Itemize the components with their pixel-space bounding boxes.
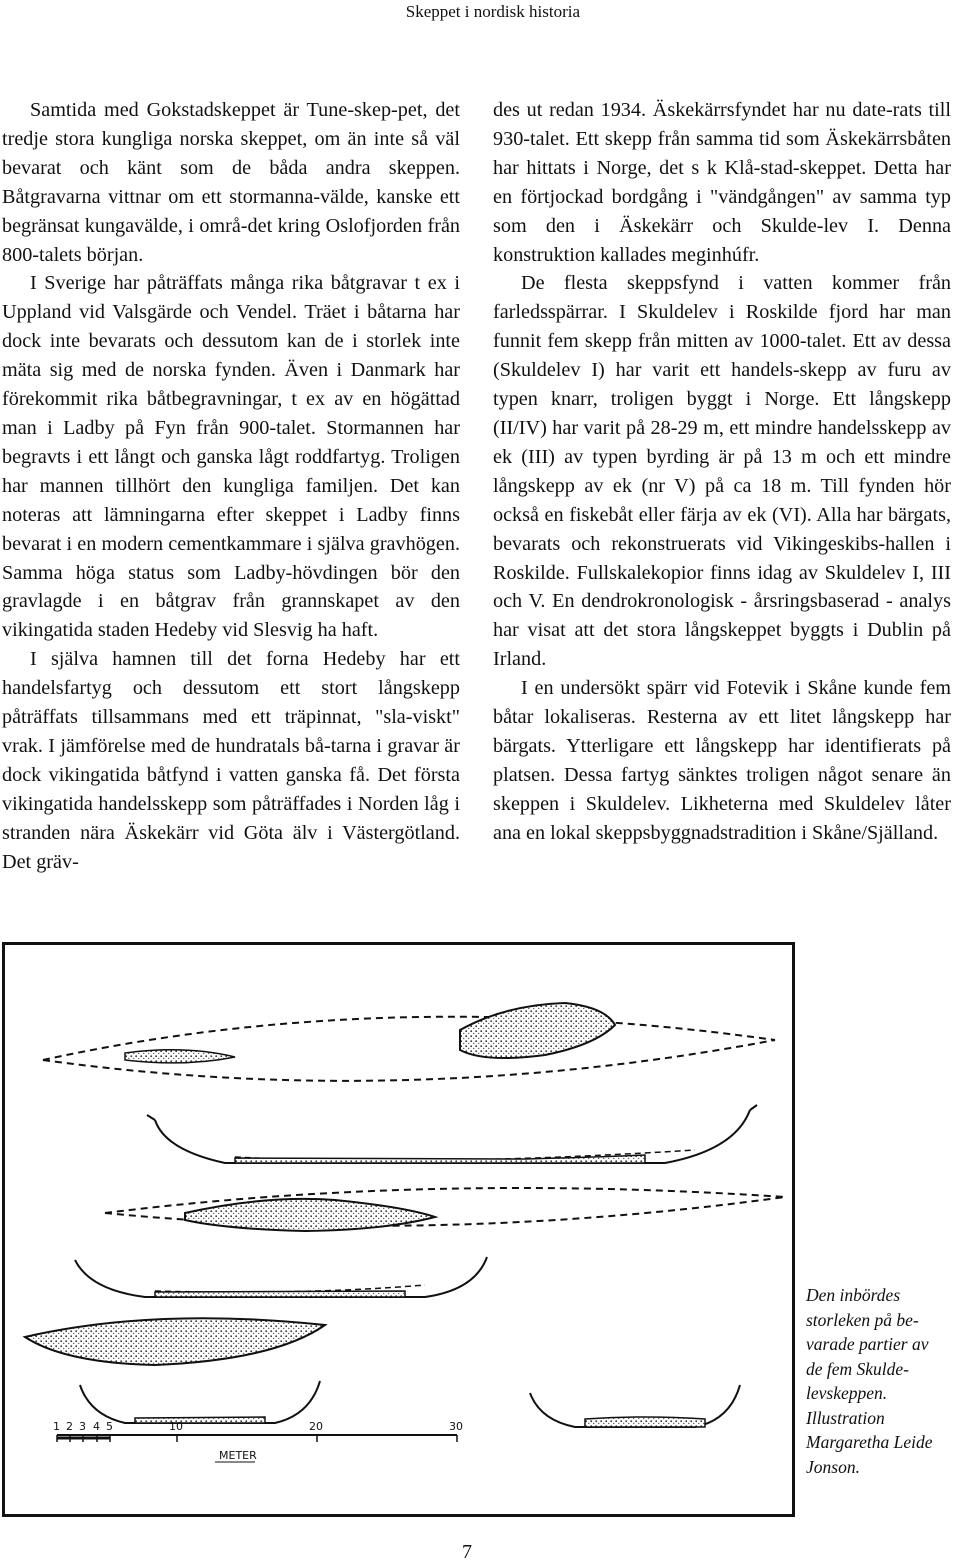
caption-line: de fem Skulde- [806, 1358, 910, 1379]
ship-outline-7 [530, 1385, 740, 1427]
paragraph: I Sverige har påträffats många rika båtgravar t ex i Uppland vid Valsgärde och Vendel. Träet i båtarna har dock inte bevarats och dessutom kan de i storlek inte mäta sig med de norska fynden. Även i Danmark har förekommit rika båtbegravningar, t ex av en högättad man i Ladby på Fyn från 900-talet. Stormannen har begravts i ett långt och ganska lågt roddfartyg. Troligen har mannen tillhört den kungliga familjen. Det kan noteras att lämningarna efter skeppet i Ladby finns bevarat i en modern cementkammare i själva gravhögen. Samma höga status som Ladby-hövdingen bör den gravlagde i en båtgrav från grannskapet av den vikingatida staden Hedeby vid Slesvig ha haft. [2, 272, 460, 642]
caption-line: levskeppen. [806, 1383, 888, 1403]
right-text-column [493, 96, 951, 848]
paragraph: Samtida med Gokstadskeppet är Tune-skep-pet, det tredje stora kungliga norska skeppet, om än inte så väl bevarat och känt som de båda andra skeppen. Båtgravarna vittnar om ett stormanna-välde, kanske ett begränsat kungavälde, i områ-det kring Oslofjorden från 800-talets början. [2, 99, 460, 266]
paragraph: De flesta skeppsfynd i vatten kommer från farledsspärrar. I Skuldelev i Roskilde fjord har man funnit fem skepp från mitten av 1000-talet. Ett av dessa (Skuldelev I) har varit ett handels-skepp av furu av typen knarr, troligen byggt i Norge. Ett långskepp (II/IV) har varit på 28-29 m, ett mindre handelsskepp av ek (III) av typen byrding är på 13 m och ett mindre långskepp av ek (nr V) på ca 18 m. Till fynden hör också en fiskebåt eller färja av ek (VI). Alla har bärgats, bevarats och rekonstruerats vid Vikingeskibs-hallen i Roskilde. Fullskalekopior finns idag av Skuldelev I, III och V. En dendrokronologisk - årsringsbaserad - analys har visat att det stora långskeppet byggts i Dublin på Irland. [493, 272, 951, 671]
scale-tick-label: 10 [169, 1420, 183, 1433]
caption-line: storleken på be- [806, 1309, 919, 1330]
page-number: 7 [462, 1541, 472, 1563]
scale-tick-label: 5 [106, 1420, 113, 1433]
scale-tick-label: 4 [93, 1420, 100, 1433]
scale-tick-label: 3 [79, 1420, 86, 1433]
ship-illustration [5, 945, 792, 1514]
scale-tick-label: 30 [449, 1420, 463, 1433]
scale-tick-label: 1 [53, 1420, 60, 1433]
scale-bar [53, 1420, 463, 1462]
paragraph: des ut redan 1934. Äskekärrsfyndet har nu date-rats till 930-talet. Ett skepp från samma tid som Äskekärrsbåten har hittats i Norge, det s k Klå-stad-skeppet. Detta har en förtjockad bordgång i "vändgången" av samma typ som den i Äskekärr och Skulde-lev I. Denna konstruktion kallades meginhúfr. [493, 99, 951, 266]
left-text-column [2, 96, 460, 876]
ship-outline-1 [43, 1003, 775, 1081]
ship-outline-2 [147, 1105, 757, 1163]
caption-line: Jonson. [806, 1456, 860, 1477]
caption-line: varade partier av [806, 1334, 929, 1354]
paragraph: I själva hamnen till det forna Hedeby har ett handelsfartyg och dessutom ett stort långskepp påträffats tillsammans med ett träpinnat, "sla-viskt" vrak. I jämförelse med de hundratals bå-tarna i gravar är dock vikingatida båtfynd i vatten ganska få. Det första vikingatida handelsskepp som påträffades i Norden låg i stranden nära Äskekärr vid Göta älv i Västergötland. Det gräv- [2, 648, 460, 873]
ship-illustration-figure [2, 942, 795, 1517]
paragraph: I en undersökt spärr vid Fotevik i Skåne kunde fem båtar lokaliseras. Resterna av ett litet långskepp har bärgats. Ytterligare ett långskepp har identifierats på platsen. Dessa fartyg sänktes troligen något senare än skeppen i Skuldelev. Likheterna med Skuldelev låter ana en lokal skeppsbyggnadstradition i Skåne/Själland. [493, 677, 951, 844]
figure-caption [806, 1283, 960, 1479]
ship-outline-6 [80, 1381, 320, 1423]
caption-line: Illustration [806, 1407, 885, 1428]
caption-line: Den inbördes [806, 1285, 901, 1305]
ship-outline-3 [105, 1188, 785, 1231]
ship-outline-5 [25, 1318, 325, 1365]
running-title: Skeppet i nordisk historia [405, 2, 580, 21]
scale-tick-label: 2 [66, 1420, 73, 1433]
scale-unit-label: METER [219, 1449, 257, 1462]
ship-outline-4 [75, 1257, 487, 1297]
caption-line: Margaretha Leide [806, 1432, 933, 1452]
scale-tick-label: 20 [309, 1420, 323, 1433]
